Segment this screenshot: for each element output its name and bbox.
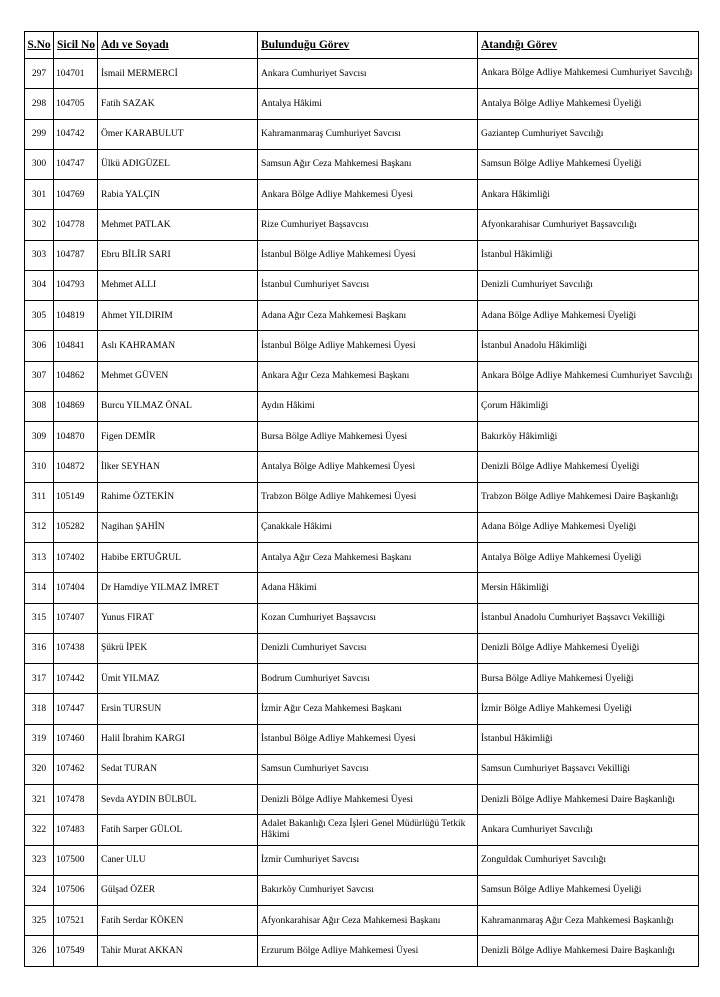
- header-sno: S.No: [25, 32, 54, 59]
- cell-sicil: 107460: [54, 724, 98, 754]
- table-row: [25, 331, 699, 361]
- cell-current-position: Ankara Cumhuriyet Savcısı: [258, 59, 478, 89]
- cell-current-position: Adana Ağır Ceza Mahkemesi Başkanı: [258, 301, 478, 331]
- cell-current-position: Bodrum Cumhuriyet Savcısı: [258, 664, 478, 694]
- cell-sicil: 104769: [54, 180, 98, 210]
- cell-sno: 303: [25, 240, 54, 270]
- cell-sicil: 104793: [54, 270, 98, 300]
- table-row: [25, 452, 699, 482]
- cell-assigned-position: Antalya Bölge Adliye Mahkemesi Üyeliği: [478, 543, 699, 573]
- cell-name: Fatih Sarper GÜLOL: [98, 815, 258, 845]
- cell-sno: 323: [25, 845, 54, 875]
- cell-current-position: Kozan Cumhuriyet Başsavcısı: [258, 603, 478, 633]
- table-row: [25, 422, 699, 452]
- table-row: [25, 845, 699, 875]
- cell-assigned-position: Ankara Hâkimliği: [478, 180, 699, 210]
- cell-assigned-position: Afyonkarahisar Cumhuriyet Başsavcılığı: [478, 210, 699, 240]
- cell-sno: 298: [25, 89, 54, 119]
- cell-sicil: 104705: [54, 89, 98, 119]
- cell-assigned-position: Ankara Bölge Adliye Mahkemesi Cumhuriyet Savcılığı: [478, 59, 699, 89]
- cell-sno: 311: [25, 482, 54, 512]
- cell-name: Caner ULU: [98, 845, 258, 875]
- cell-current-position: Samsun Ağır Ceza Mahkemesi Başkanı: [258, 149, 478, 179]
- cell-sicil: 104778: [54, 210, 98, 240]
- table-row: [25, 724, 699, 754]
- cell-sno: 308: [25, 391, 54, 421]
- cell-assigned-position: Denizli Bölge Adliye Mahkemesi Üyeliği: [478, 452, 699, 482]
- table-row: [25, 240, 699, 270]
- cell-assigned-position: Denizli Bölge Adliye Mahkemesi Daire Başkanlığı: [478, 936, 699, 966]
- cell-assigned-position: İstanbul Hâkimliği: [478, 240, 699, 270]
- table-row: [25, 936, 699, 966]
- cell-sno: 309: [25, 422, 54, 452]
- cell-current-position: Bursa Bölge Adliye Mahkemesi Üyesi: [258, 422, 478, 452]
- cell-assigned-position: Gaziantep Cumhuriyet Savcılığı: [478, 119, 699, 149]
- cell-name: Fatih Serdar KÖKEN: [98, 906, 258, 936]
- table-row: [25, 754, 699, 784]
- table-row: [25, 482, 699, 512]
- table-row: [25, 875, 699, 905]
- table-row: [25, 664, 699, 694]
- table-row: [25, 210, 699, 240]
- cell-current-position: Antalya Hâkimi: [258, 89, 478, 119]
- cell-name: Yunus FIRAT: [98, 603, 258, 633]
- table-row: [25, 603, 699, 633]
- cell-sno: 324: [25, 875, 54, 905]
- cell-current-position: Antalya Bölge Adliye Mahkemesi Üyesi: [258, 452, 478, 482]
- cell-current-position: İstanbul Bölge Adliye Mahkemesi Üyesi: [258, 240, 478, 270]
- cell-sicil: 107447: [54, 694, 98, 724]
- table-row: [25, 694, 699, 724]
- cell-assigned-position: Ankara Bölge Adliye Mahkemesi Cumhuriyet Savcılığı: [478, 361, 699, 391]
- cell-current-position: Antalya Ağır Ceza Mahkemesi Başkanı: [258, 543, 478, 573]
- cell-name: Rabia YALÇIN: [98, 180, 258, 210]
- cell-sicil: 104701: [54, 59, 98, 89]
- table-body: [25, 59, 699, 967]
- cell-sno: 302: [25, 210, 54, 240]
- cell-assigned-position: Bakırköy Hâkimliği: [478, 422, 699, 452]
- cell-name: Ahmet YILDIRIM: [98, 301, 258, 331]
- cell-current-position: Rize Cumhuriyet Başsavcısı: [258, 210, 478, 240]
- cell-sno: 316: [25, 633, 54, 663]
- cell-sno: 320: [25, 754, 54, 784]
- cell-current-position: İstanbul Bölge Adliye Mahkemesi Üyesi: [258, 724, 478, 754]
- cell-current-position: Çanakkale Hâkimi: [258, 512, 478, 542]
- cell-sno: 306: [25, 331, 54, 361]
- cell-assigned-position: İstanbul Hâkimliği: [478, 724, 699, 754]
- cell-sicil: 107462: [54, 754, 98, 784]
- cell-name: Mehmet ALLI: [98, 270, 258, 300]
- table-row: [25, 573, 699, 603]
- header-current-position: Bulunduğu Görev: [258, 32, 478, 59]
- table-row: [25, 149, 699, 179]
- cell-sicil: 107402: [54, 543, 98, 573]
- cell-name: Aslı KAHRAMAN: [98, 331, 258, 361]
- cell-sicil: 104742: [54, 119, 98, 149]
- table-row: [25, 361, 699, 391]
- cell-sno: 301: [25, 180, 54, 210]
- cell-sno: 326: [25, 936, 54, 966]
- cell-assigned-position: Kahramanmaraş Ağır Ceza Mahkemesi Başkanlığı: [478, 906, 699, 936]
- cell-sicil: 107442: [54, 664, 98, 694]
- cell-assigned-position: Samsun Bölge Adliye Mahkemesi Üyeliği: [478, 875, 699, 905]
- table-row: [25, 512, 699, 542]
- cell-current-position: Kahramanmaraş Cumhuriyet Savcısı: [258, 119, 478, 149]
- cell-name: Figen DEMİR: [98, 422, 258, 452]
- cell-current-position: Adalet Bakanlığı Ceza İşleri Genel Müdürlüğü Tetkik Hâkimi: [258, 815, 478, 845]
- cell-sicil: 104869: [54, 391, 98, 421]
- cell-current-position: Afyonkarahisar Ağır Ceza Mahkemesi Başkanı: [258, 906, 478, 936]
- cell-name: Mehmet PATLAK: [98, 210, 258, 240]
- cell-assigned-position: Adana Bölge Adliye Mahkemesi Üyeliği: [478, 301, 699, 331]
- cell-current-position: Trabzon Bölge Adliye Mahkemesi Üyesi: [258, 482, 478, 512]
- cell-sno: 314: [25, 573, 54, 603]
- cell-name: Halil İbrahim KARGI: [98, 724, 258, 754]
- cell-sno: 325: [25, 906, 54, 936]
- cell-sno: 322: [25, 815, 54, 845]
- cell-assigned-position: Samsun Bölge Adliye Mahkemesi Üyeliği: [478, 149, 699, 179]
- cell-sicil: 107483: [54, 815, 98, 845]
- cell-name: Ümit YILMAZ: [98, 664, 258, 694]
- table-row: [25, 59, 699, 89]
- cell-sicil: 105282: [54, 512, 98, 542]
- cell-current-position: İstanbul Bölge Adliye Mahkemesi Üyesi: [258, 331, 478, 361]
- header-assigned-position: Atandığı Görev: [478, 32, 699, 59]
- cell-sno: 318: [25, 694, 54, 724]
- cell-current-position: Aydın Hâkimi: [258, 391, 478, 421]
- cell-current-position: Ankara Ağır Ceza Mahkemesi Başkanı: [258, 361, 478, 391]
- cell-name: Ömer KARABULUT: [98, 119, 258, 149]
- cell-sicil: 107407: [54, 603, 98, 633]
- cell-assigned-position: Antalya Bölge Adliye Mahkemesi Üyeliği: [478, 89, 699, 119]
- cell-name: Dr Hamdiye YILMAZ İMRET: [98, 573, 258, 603]
- table-row: [25, 301, 699, 331]
- cell-current-position: İzmir Ağır Ceza Mahkemesi Başkanı: [258, 694, 478, 724]
- cell-assigned-position: Denizli Bölge Adliye Mahkemesi Üyeliği: [478, 633, 699, 663]
- cell-sicil: 104747: [54, 149, 98, 179]
- table-row: [25, 270, 699, 300]
- table-row: [25, 391, 699, 421]
- cell-name: İlker SEYHAN: [98, 452, 258, 482]
- cell-name: Sevda AYDIN BÜLBÜL: [98, 785, 258, 815]
- header-sicil: Sicil No: [54, 32, 98, 59]
- cell-name: Rahime ÖZTEKİN: [98, 482, 258, 512]
- table-row: [25, 119, 699, 149]
- cell-sno: 312: [25, 512, 54, 542]
- cell-current-position: Ankara Bölge Adliye Mahkemesi Üyesi: [258, 180, 478, 210]
- cell-name: Nagihan ŞAHİN: [98, 512, 258, 542]
- cell-name: Fatih SAZAK: [98, 89, 258, 119]
- cell-assigned-position: Ankara Cumhuriyet Savcılığı: [478, 815, 699, 845]
- table-row: [25, 906, 699, 936]
- cell-name: Ersin TURSUN: [98, 694, 258, 724]
- cell-assigned-position: Trabzon Bölge Adliye Mahkemesi Daire Başkanlığı: [478, 482, 699, 512]
- cell-current-position: Denizli Bölge Adliye Mahkemesi Üyesi: [258, 785, 478, 815]
- cell-sicil: 107549: [54, 936, 98, 966]
- cell-sicil: 107478: [54, 785, 98, 815]
- cell-assigned-position: Çorum Hâkimliği: [478, 391, 699, 421]
- cell-current-position: İzmir Cumhuriyet Savcısı: [258, 845, 478, 875]
- cell-sicil: 104862: [54, 361, 98, 391]
- cell-name: Habibe ERTUĞRUL: [98, 543, 258, 573]
- cell-sicil: 104819: [54, 301, 98, 331]
- cell-name: İsmail MERMERCİ: [98, 59, 258, 89]
- cell-sno: 315: [25, 603, 54, 633]
- cell-sno: 319: [25, 724, 54, 754]
- cell-name: Burcu YILMAZ ÖNAL: [98, 391, 258, 421]
- table-row: [25, 543, 699, 573]
- cell-sicil: 104841: [54, 331, 98, 361]
- cell-sicil: 107438: [54, 633, 98, 663]
- cell-name: Mehmet GÜVEN: [98, 361, 258, 391]
- cell-assigned-position: Adana Bölge Adliye Mahkemesi Üyeliği: [478, 512, 699, 542]
- cell-current-position: Bakırköy Cumhuriyet Savcısı: [258, 875, 478, 905]
- table-row: [25, 89, 699, 119]
- cell-current-position: İstanbul Cumhuriyet Savcısı: [258, 270, 478, 300]
- cell-name: Gülşad ÖZER: [98, 875, 258, 905]
- cell-sicil: 105149: [54, 482, 98, 512]
- table-row: [25, 180, 699, 210]
- appointment-table: [24, 31, 699, 967]
- cell-name: Ebru BİLİR SARI: [98, 240, 258, 270]
- cell-sicil: 104872: [54, 452, 98, 482]
- cell-sicil: 107404: [54, 573, 98, 603]
- cell-sno: 305: [25, 301, 54, 331]
- cell-assigned-position: İstanbul Anadolu Cumhuriyet Başsavcı Vekilliği: [478, 603, 699, 633]
- cell-sicil: 107506: [54, 875, 98, 905]
- cell-sno: 304: [25, 270, 54, 300]
- cell-sicil: 107521: [54, 906, 98, 936]
- cell-assigned-position: Zonguldak Cumhuriyet Savcılığı: [478, 845, 699, 875]
- cell-assigned-position: İstanbul Anadolu Hâkimliği: [478, 331, 699, 361]
- cell-sno: 317: [25, 664, 54, 694]
- cell-assigned-position: Samsun Cumhuriyet Başsavcı Vekilliği: [478, 754, 699, 784]
- cell-assigned-position: Mersin Hâkimliği: [478, 573, 699, 603]
- cell-sno: 313: [25, 543, 54, 573]
- cell-sno: 307: [25, 361, 54, 391]
- cell-current-position: Denizli Cumhuriyet Savcısı: [258, 633, 478, 663]
- table-row: [25, 633, 699, 663]
- cell-name: Tahir Murat AKKAN: [98, 936, 258, 966]
- cell-name: Ülkü ADIGÜZEL: [98, 149, 258, 179]
- cell-assigned-position: Denizli Cumhuriyet Savcılığı: [478, 270, 699, 300]
- cell-name: Şükrü İPEK: [98, 633, 258, 663]
- cell-assigned-position: İzmir Bölge Adliye Mahkemesi Üyeliği: [478, 694, 699, 724]
- cell-assigned-position: Denizli Bölge Adliye Mahkemesi Daire Başkanlığı: [478, 785, 699, 815]
- cell-name: Sedat TURAN: [98, 754, 258, 784]
- cell-sno: 310: [25, 452, 54, 482]
- cell-sicil: 104787: [54, 240, 98, 270]
- cell-sno: 300: [25, 149, 54, 179]
- header-name: Adı ve Soyadı: [98, 32, 258, 59]
- cell-current-position: Samsun Cumhuriyet Savcısı: [258, 754, 478, 784]
- cell-sno: 297: [25, 59, 54, 89]
- cell-current-position: Erzurum Bölge Adliye Mahkemesi Üyesi: [258, 936, 478, 966]
- table-row: [25, 785, 699, 815]
- cell-sno: 321: [25, 785, 54, 815]
- table-header-row: [25, 32, 699, 59]
- table-row: [25, 815, 699, 845]
- cell-assigned-position: Bursa Bölge Adliye Mahkemesi Üyeliği: [478, 664, 699, 694]
- cell-current-position: Adana Hâkimi: [258, 573, 478, 603]
- cell-sno: 299: [25, 119, 54, 149]
- cell-sicil: 107500: [54, 845, 98, 875]
- cell-sicil: 104870: [54, 422, 98, 452]
